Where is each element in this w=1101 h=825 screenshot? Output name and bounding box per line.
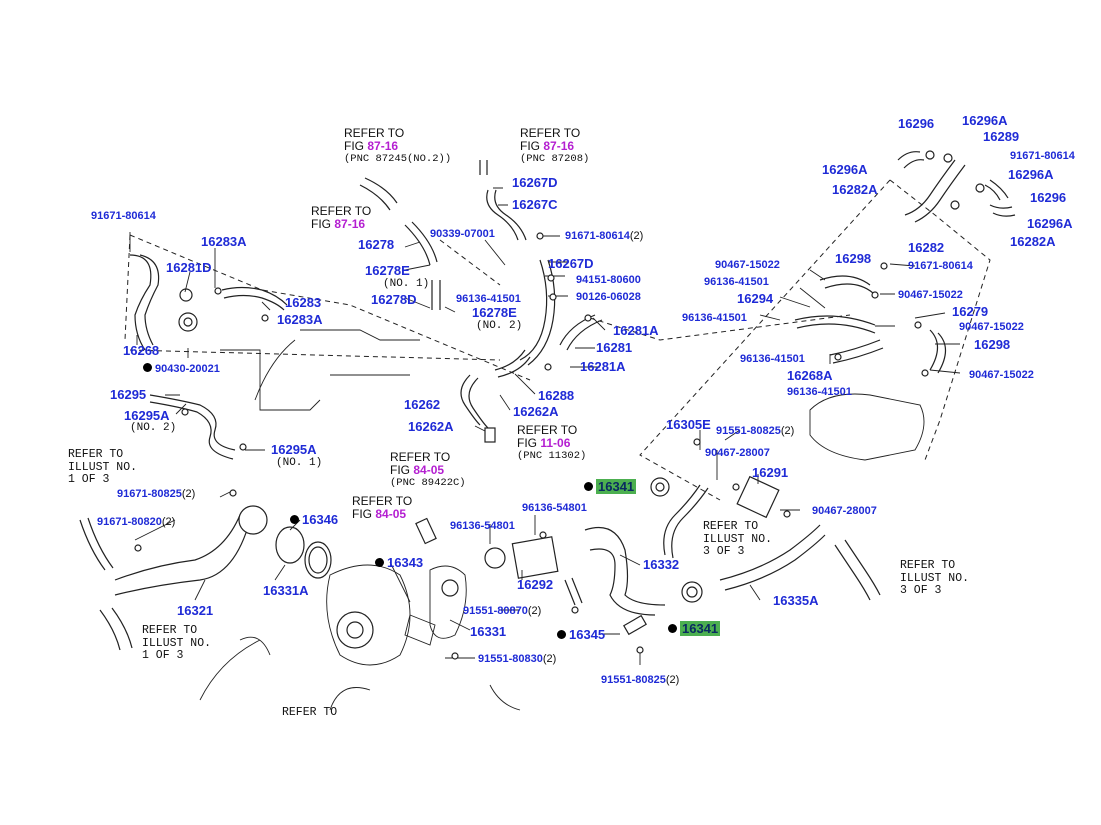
note-no1: (NO. 1) xyxy=(383,278,430,290)
illust-ref-3-of-3-a[interactable]: REFER TO ILLUST NO. 3 OF 3 xyxy=(703,520,773,558)
fig-label: FIG xyxy=(390,463,410,477)
part-90339-07001[interactable]: 90339-07001 xyxy=(430,228,495,240)
part-91671-80614-mid[interactable] xyxy=(565,229,643,243)
part-91551-80825-a-text: 91551-80825 xyxy=(716,425,781,437)
fig-link-84-05[interactable]: 84-05 xyxy=(375,507,407,521)
fig-label: FIG xyxy=(344,139,364,153)
fig-link-87-16[interactable]: 87-16 xyxy=(334,217,366,231)
part-16278E-no1[interactable]: 16278E xyxy=(365,263,410,278)
fig-ref-84-05-b xyxy=(352,495,412,521)
part-16262[interactable]: 16262 xyxy=(404,397,441,412)
part-16267D-top[interactable]: 16267D xyxy=(512,175,558,190)
part-96136-54801-a[interactable]: 96136-54801 xyxy=(522,502,587,514)
part-16343-text: 16343 xyxy=(387,555,424,570)
quantity-2: (2) xyxy=(665,674,680,686)
fig-link-11-06[interactable]: 11-06 xyxy=(540,436,571,450)
part-16268A[interactable]: 16268A xyxy=(787,368,833,383)
fig-link-84-05[interactable]: 84-05 xyxy=(413,463,445,477)
part-16341-b-text: 16341 xyxy=(682,621,719,636)
part-90467-15022-b[interactable]: 90467-15022 xyxy=(898,289,963,301)
part-91671-80825-text: 91671-80825 xyxy=(117,488,182,500)
fig-link-87-16[interactable]: 87-16 xyxy=(543,139,575,153)
part-90467-15022-a[interactable]: 90467-15022 xyxy=(715,259,780,271)
fig-ref-84-05-a xyxy=(390,451,466,490)
part-16296-top[interactable]: 16296 xyxy=(898,116,935,131)
part-16262A-left[interactable]: 16262A xyxy=(408,419,454,434)
part-16283[interactable]: 16283 xyxy=(285,295,322,310)
part-16283A-bottom[interactable]: 16283A xyxy=(277,312,323,327)
new-part-dot xyxy=(143,363,152,372)
quantity-2: (2) xyxy=(780,425,795,437)
part-16296A-right-2[interactable]: 16296A xyxy=(1027,216,1073,231)
part-16281[interactable]: 16281 xyxy=(596,340,633,355)
part-91551-80870-text: 91551-80870 xyxy=(463,605,528,617)
new-part-dot xyxy=(584,482,593,491)
note-no1-16295A: (NO. 1) xyxy=(276,457,323,469)
part-94151-80600[interactable]: 94151-80600 xyxy=(576,274,641,286)
part-90430-20021[interactable] xyxy=(143,362,220,376)
refer-to-text: REFER TO xyxy=(352,494,413,508)
pnc-text: (PNC 89422C) xyxy=(390,477,466,489)
part-16343[interactable] xyxy=(375,556,423,570)
part-16282A-right[interactable]: 16282A xyxy=(1010,234,1056,249)
part-90467-28007-a[interactable]: 90467-28007 xyxy=(705,447,770,459)
part-16267D[interactable]: 16267D xyxy=(548,256,594,271)
part-16278[interactable]: 16278 xyxy=(358,237,395,252)
part-91551-80825-b[interactable] xyxy=(601,673,679,687)
part-16341-b[interactable] xyxy=(668,622,720,636)
part-16332[interactable]: 16332 xyxy=(643,557,680,572)
quantity-2: (2) xyxy=(542,653,557,665)
note-no2-16295A: (NO. 2) xyxy=(130,422,177,434)
part-16291[interactable]: 16291 xyxy=(752,465,789,480)
note-no2: (NO. 2) xyxy=(476,320,523,332)
part-16282A-left[interactable]: 16282A xyxy=(832,182,878,197)
part-16278E-no2[interactable]: 16278E xyxy=(472,305,517,320)
fig-ref-87-16-b xyxy=(520,127,589,166)
part-16267C[interactable]: 16267C xyxy=(512,197,558,212)
part-16283A[interactable]: 16283A xyxy=(201,234,247,249)
pnc-text: (PNC 87208) xyxy=(520,153,590,165)
part-16278D[interactable]: 16278D xyxy=(371,292,417,307)
part-16341-a[interactable] xyxy=(584,480,636,494)
part-91551-80830[interactable] xyxy=(478,652,556,666)
part-16282[interactable]: 16282 xyxy=(908,240,945,255)
part-16346-text: 16346 xyxy=(302,512,339,527)
part-16298-top[interactable]: 16298 xyxy=(835,251,872,266)
pnc-text: (PNC 87245(NO.2)) xyxy=(344,153,452,165)
part-16345[interactable] xyxy=(557,628,605,642)
part-91671-80614-rr[interactable]: 91671-80614 xyxy=(908,260,973,272)
part-96136-41501-a[interactable]: 96136-41501 xyxy=(704,276,769,288)
fig-label: FIG xyxy=(517,436,537,450)
part-16296A-left[interactable]: 16296A xyxy=(822,162,868,177)
quantity-2: (2) xyxy=(629,230,644,242)
part-16295A-no1[interactable]: 16295A xyxy=(271,442,317,457)
part-91671-80820[interactable] xyxy=(97,515,175,529)
fig-label: FIG xyxy=(352,507,372,521)
pnc-text: (PNC 11302) xyxy=(517,450,587,462)
part-91671-80614-left[interactable]: 91671-80614 xyxy=(91,210,156,222)
part-90126-06028[interactable]: 90126-06028 xyxy=(576,291,641,303)
part-90467-15022-d[interactable]: 90467-15022 xyxy=(969,369,1034,381)
part-91671-80825[interactable] xyxy=(117,487,195,501)
part-16331[interactable]: 16331 xyxy=(470,624,507,639)
part-16321[interactable]: 16321 xyxy=(177,603,214,618)
part-91551-80825-a[interactable] xyxy=(716,424,794,438)
part-91551-80830-text: 91551-80830 xyxy=(478,653,543,665)
refer-to-text: REFER TO xyxy=(520,126,581,140)
part-96136-41501-mid[interactable]: 96136-41501 xyxy=(456,293,521,305)
part-16281A-top[interactable]: 16281A xyxy=(613,323,659,338)
part-16345-text: 16345 xyxy=(569,627,606,642)
part-16292[interactable]: 16292 xyxy=(517,577,554,592)
part-16305E[interactable]: 16305E xyxy=(666,417,711,432)
quantity-2: (2) xyxy=(527,605,542,617)
part-90430-20021-text: 90430-20021 xyxy=(155,363,220,375)
new-part-dot xyxy=(668,624,677,633)
part-91551-80825-b-text: 91551-80825 xyxy=(601,674,666,686)
part-16289[interactable]: 16289 xyxy=(983,129,1020,144)
quantity-2: (2) xyxy=(181,488,196,500)
part-90467-15022-c[interactable]: 90467-15022 xyxy=(959,321,1024,333)
refer-to-text: REFER TO xyxy=(344,126,405,140)
illust-ref-1-of-3-a[interactable]: REFER TO ILLUST NO. 1 OF 3 xyxy=(68,448,138,486)
part-91551-80870[interactable] xyxy=(463,604,541,618)
part-91671-80820-text: 91671-80820 xyxy=(97,516,162,528)
illust-ref-3-of-3-b[interactable]: REFER TO ILLUST NO. 3 OF 3 xyxy=(900,559,970,597)
part-16296-right[interactable]: 16296 xyxy=(1030,190,1067,205)
part-96136-41501-d[interactable]: 96136-41501 xyxy=(787,386,852,398)
part-16335A[interactable]: 16335A xyxy=(773,593,819,608)
part-96136-41501-c[interactable]: 96136-41501 xyxy=(740,353,805,365)
part-16268[interactable]: 16268 xyxy=(123,343,160,358)
part-16279[interactable]: 16279 xyxy=(952,304,989,319)
part-96136-54801-b[interactable]: 96136-54801 xyxy=(450,520,515,532)
new-part-dot xyxy=(290,515,299,524)
part-16295[interactable]: 16295 xyxy=(110,387,147,402)
part-16341-a-text: 16341 xyxy=(598,479,635,494)
part-16281D[interactable]: 16281D xyxy=(166,260,212,275)
refer-to-text: REFER TO xyxy=(311,204,372,218)
part-16346[interactable] xyxy=(290,513,338,527)
part-16331A[interactable]: 16331A xyxy=(263,583,309,598)
part-16281A-bottom[interactable]: 16281A xyxy=(580,359,626,374)
part-16296A-right[interactable]: 16296A xyxy=(1008,167,1054,182)
new-part-dot xyxy=(375,558,384,567)
part-90467-28007-b[interactable]: 90467-28007 xyxy=(812,505,877,517)
part-91671-80614-mid-text: 91671-80614 xyxy=(565,230,630,242)
new-part-dot xyxy=(557,630,566,639)
illust-ref-cut: REFER TO xyxy=(282,707,338,715)
fig-ref-11-06 xyxy=(517,424,586,463)
fig-ref-87-16-c xyxy=(311,205,371,231)
fig-label: FIG xyxy=(311,217,331,231)
fig-ref-87-16-a xyxy=(344,127,451,166)
part-16298[interactable]: 16298 xyxy=(974,337,1011,352)
fig-link-87-16[interactable]: 87-16 xyxy=(367,139,399,153)
part-16296A-top[interactable]: 16296A xyxy=(962,113,1008,128)
part-16288[interactable]: 16288 xyxy=(538,388,575,403)
refer-to-text: REFER TO xyxy=(390,450,451,464)
part-91671-80614-right[interactable]: 91671-80614 xyxy=(1010,150,1075,162)
part-16294[interactable]: 16294 xyxy=(737,291,774,306)
part-96136-41501-b[interactable]: 96136-41501 xyxy=(682,312,747,324)
illust-ref-1-of-3-b[interactable]: REFER TO ILLUST NO. 1 OF 3 xyxy=(142,624,212,662)
part-16295A-no2[interactable]: 16295A xyxy=(124,408,170,423)
quantity-2: (2) xyxy=(161,516,176,528)
fig-label: FIG xyxy=(520,139,540,153)
part-16262A[interactable]: 16262A xyxy=(513,404,559,419)
refer-to-text: REFER TO xyxy=(517,423,578,437)
